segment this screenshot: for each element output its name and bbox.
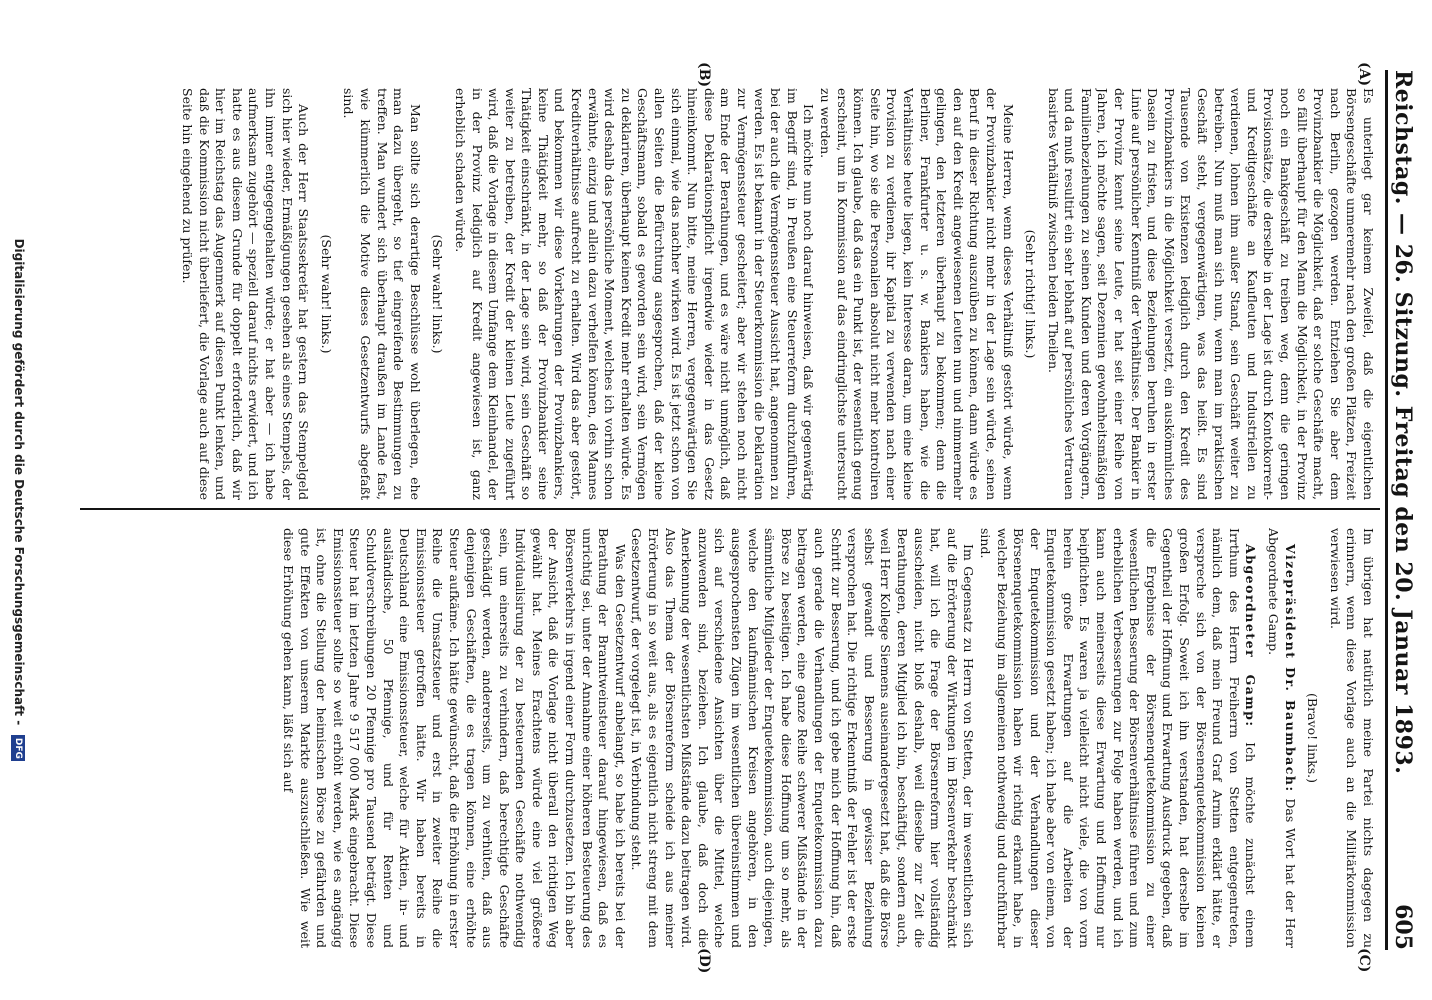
left-text-column — [76, 88, 1376, 500]
body-paragraph: Was den Gesetzentwurf anbelangt, so habe ich bereits bei der Berathung der Branntweinsteuer darauf hingewiesen, daß es unrichtig sei, unter der Annahme einer höheren Besteuerung des Börsenverkehrs in irgend einer Form durchzusetzen. Ich bin aber der Ansicht, daß die Vorlage nicht überall den richtigen Weg gewählt hat. Meines Erachtens würde eine viel größere Individualisirung der zu besteuernden Geschäfte nothwendig sein, um einerseits zu verhindern, daß berechtigte Geschäfte geschädigt werden, andererseits, um zu verhüten, daß aus denjenigen Geschäften, die es tragen können, eine erhöhte Steuer aufkäme. Ich hätte gewünscht, daß die Erhöhung in erster Reihe die Umsatzsteuer und erst in zweiter Reihe die Emissionssteuer getroffen hätte. Wir haben bereits in Deutschland eine Emissionssteuer, welche für Aktien, in- und ausländische, 50 Pfennige, und für Renten und Schuldverschreibungen 20 Pfennige pro Tausend beträgt. Diese Steuer hat im letzten Jahre 9 517 000 Mark eingebracht. Diese Emissionssteuer sollte so weit erhöht werden, wie es angängig ist, ohne die Stellung der heimischen Börse zu gefährden und gute Effekten von unserem Markte auszuschließen. Wie weit diese Erhöhung gehen kann, läßt sich auf — [281, 528, 628, 948]
speech-text: Ich möchte zunächst einem Irrthum des Herrn Freiherrn von Stetten entgegentreten, nämlich dem, daß mein Freund Graf Arnim erklärt hätte, er verspreche sich von der Börsenenquetekommission keinen großen Erfolg. Soweit ich ihn verstanden, hat derselbe im Gegentheil der Hoffnung und Erwartung Ausdruck gegeben, daß die Ergebnisse der Börsenenquetekommission zu einer wesentlichen Besserung der Börsenverhältnisse führen und zum erheblichen Verbesserungen zur Folge haben werden, und ich kann auch meinerseits diese Erwartung und Hoffnung nur beipflichten. Es waren ja vielleicht nicht viele, die von vorn herein große Erwartungen auf die Arbeiten der Enquetekommission gesetzt haben; ich habe aber von einem, von der Enquetekommission und der Verhandlungen dieser Börsenenquetekommission haben wir richtig erkannt habe, in welcher Beziehung im allgemeinen nothwendig und durchführbar sind. — [977, 528, 1259, 948]
speaker-paragraph — [1264, 528, 1297, 948]
applause-note: (Sehr wahr! links.) — [430, 234, 446, 354]
applause-note: (Sehr wahr! links.) — [318, 234, 334, 354]
page-header — [1384, 70, 1422, 950]
body-paragraph: Im Gegensatz zu Herrn von Stetten, der im wesentlichen sich auf die Erörterung der Wirkungen im Börsenverkehr beschränkt hat, will ich die Frage der Börsenreform hier vollständig ausscheiden, nicht bloß deshalb, weil dieselbe zur Zeit die Berathungen, deren Mitglied ich bin, beschäftigt, sondern auch, weil Herr Kollege Siemens auseinandergesetzt hat, daß die Börse selbst gewandt und Besserung in gewisser Beziehung versprochen hat. Die richtige Erkenntniß der Fehler ist der erste Schritt zur Besserung, und ich gebe mich der Hoffnung hin, daß auch gerade die Verhandlungen der Enquetekommission dazu beitragen werden, eine ganze Reihe schwerer Mißstände in der Börse zu beseitigen. Ich habe diese Hoffnung um so mehr, als sämmtliche Mitglieder der Enquetekommission, auch diejenigen, welche den kaufmännischen Kreisen angehören, in den ausgesprochensten Zügen im wesentlichen übereinstimmen und sich auf verschiedene Ansichten über die Mittel, welche anzuwenden sind, beziehen. Ich glaube, daß doch die Anerkennung der wesentlichsten Mißstände dazu beitragen wird. Also das Thema der Börsenreform scheide ich aus meiner Erörterung in so weit aus, als es eigentlich nicht streng mit dem Gesetzentwurf, der vorgelegt ist, in Verbindung steht. — [629, 528, 977, 948]
speaker-paragraph — [976, 528, 1258, 948]
digitization-footer — [12, 0, 27, 1000]
margin-marker-d: (D) — [696, 948, 712, 974]
body-paragraph: Im übrigen hat natürlich meine Partei nichts dagegen zu erinnern, wenn diese Vorlage auch an die Militärkommission verwiesen wird. — [1327, 528, 1376, 948]
column-divider — [80, 508, 1380, 510]
speaker-name: Vizepräsident Dr. Baumbach: — [1282, 544, 1298, 793]
applause-note: (Bravo! links.) — [1305, 693, 1321, 783]
body-paragraph: Meine Herren, wenn dieses Verhältniß gestört würde, wenn der Provinzbankier nicht mehr in der Lage sein würde, seinen Beruf in dieser Richtung auszuüben zu können, dann würde es den auf den Kredit angewiesenen Leuten nun und nimmermehr gelingen, den letzteren überhaupt zu bekommen; denn die Berliner, Frankfurter u. s. w. Bankiers haben, wie die Verhältnisse heute liegen, kein Interesse daran, um eine kleine Provision zu verdienen, ihr Kapital zu verwenden nach einer Seite hin, wo sie die Personalien absolut nicht mehr kontroliren können. Ich glaube, daß das ein Punkt ist, der wesentlich genug erscheint, um in Kommission auf das eindringlichste untersucht zu werden. — [818, 88, 1016, 500]
margin-marker-a: (A) — [1356, 62, 1372, 87]
margin-marker-b: (B) — [696, 62, 712, 88]
speaker-name: Abgeordneter Gamp: — [1243, 544, 1259, 728]
margin-marker-c: (C) — [1356, 948, 1372, 973]
body-paragraph: Es unterliegt gar keinem Zweifel, daß die eigentlichen Börsengeschäfte unmeremehr nach den großen Plätzen, Freizeit nach Berlin, gezogen werden. Entziehen Sie aber dem Provinzbankier die Möglichkeit, daß er solche Geschäfte macht, so fällt überhaupt für den Mann die Möglichkeit, in der Provinz noch ein Bankgeschäft zu treiben weg, denn die geringen Provisionsätze, die derselbe in der Lage ist durch Kontokorrent- und Kreditgeschäfte an Kaufleuten und Industriellen zu verdienen, lohnen ihm außer Stand, sein Geschäft weiter zu betreiben. Nun muß man sich nun, wenn man im praktischen Geschäft steht, vergegenwärtigen, was das heißt. Es sind Tausende von Existenzen lediglich durch den Kredit des Provinzbankiers in die Möglichkeit versetzt, ein auskömmliches Dasein zu fristen, und diese Beziehungen beruhen in erster Linie auf persönlicher Kenntniß der Verhältnisse. Der Bankier in der Provinz kennt seine Leute, er hat seit einer Reihe von Jahren, ich möchte sagen, seit Dezennien gewohnheitsmäßigen Familienbeziehungen zu seinen Kunden und deren Vorgängern, und da muß resultirt ein sehr lebhaft auf persönliches Vertrauen basirtes Verhältniß zwischen beiden Theilen. — [1045, 88, 1376, 500]
header-rule — [1385, 70, 1388, 950]
right-text-column — [76, 528, 1376, 948]
dfg-logo-icon: DFG — [12, 735, 26, 761]
footer-text: Digitalisierung gefördert durch die Deutsche Forschungsgemeinschaft - — [12, 238, 26, 726]
body-paragraph: Auch der Herr Staatssekretär hat gestern das Stempelgeld sich hier wieder, Ermäßigungen gesehen als eines Stempels, der ihn immer entgegengehalten würde; er hat aber — ich habe aufmerksam zugehört — speziell darauf nichts erwidert, und ich hatte es aus diesem Grunde für doppelt erforderlich, daß wir hier im Reichstag das Augenmerk auf diesen Punkt lenken, und daß die Kommission nicht überliefert, die Vorlage auch auf diese Seite hin eingehend zu prüfen. — [180, 88, 312, 500]
body-paragraph: Ich möchte nun noch darauf hinweisen, daß wir gegenwärtig im Begriff sind, in Preußen eine Steuerreform durchzuführen, bei der auch die Vermögenssteuer Aussicht hat, angenommen zu werden. Es ist bekannt in der Steuerkommission die Deklaration zur Vermögenssteuer gescheitert; aber wir stehen noch nicht am Ende der Berathungen, und es wäre nicht unmöglich, daß diese Deklarationspflicht irgendwie wieder in das Gesetz hineinkommt. Nun bitte, meine Herren, vergegenwärtigen Sie sich einmal, wie das nachher wirken wird. Es ist jetzt schon von allen Seiten die Befürchtung ausgesprochen, daß der kleine Geschäftsmann, sobald es geworden sein wird, sein Vermögen zu deklariren, überhaupt keinen Kredit mehr erhalten würde. Es wird deshalb das persönliche Moment, welches ich vorhin schon erwähnte, einzig und allein dazu verhelfen können, des Mannes Kreditverhältnisse aufrecht zu erhalten. Wird das aber gestört, und bekommen wir diese Vorkehrungen der Provinzbankiers, keine Thätigkeit mehr, so daß der Provinzbankier seine Thätigkeit einschränkt, in der Lage sein wird, sein Geschäft so weiter zu betreiben, der Kredit der kleinen Leute zugeführt wird, daß die Vorlage in diesem Umfange dem Kleinhandel, der in der Provinz lediglich auf Kredit angewiesen ist, ganz erheblich schaden würde. — [452, 88, 817, 500]
page-number: 605 — [1390, 904, 1416, 950]
running-title: Reichstag. — 26. Sitzung. Freitag den 20. Januar 1893. — [1390, 70, 1416, 775]
applause-note: (Sehr richtig! links.) — [1023, 229, 1039, 359]
speech-text: Das Wort hat der Herr Abgeordnete Gamp. — [1266, 528, 1298, 948]
body-paragraph: Man sollte sich derartige Beschlüsse wohl überlegen, ehe man dazu übergeht, so tief eingreifende Bestimmungen zu treffen. Man wundert sich überhaupt draußen im Lande fast, wie kümmerlich die Motive dieses Gesetzentwurfs abgefaßt sind. — [341, 88, 423, 500]
